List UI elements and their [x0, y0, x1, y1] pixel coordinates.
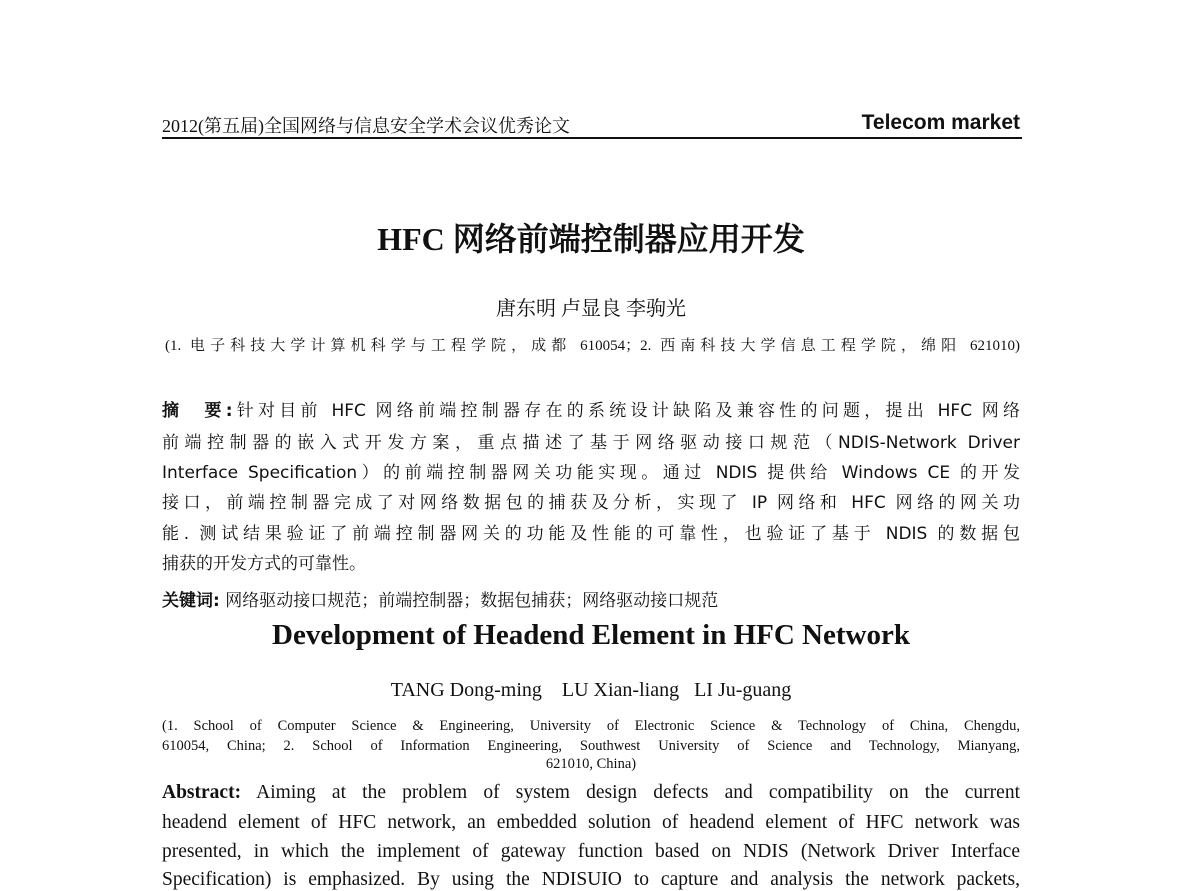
title-english: Development of Headend Element in HFC Network: [272, 619, 910, 651]
affiliation-en-line: 610054, China; 2. School of Information Engineering, Southwest University of Science and Technology, Mianyang,: [162, 738, 1020, 754]
running-header-left: 2012(第五届)全国网络与信息安全学术会议优秀论文: [162, 116, 570, 136]
abstract-cn-line: 前端控制器的嵌入式开发方案，重点描述了基于网络驱动接口规范（NDIS-Network Driver: [162, 433, 1020, 453]
authors-english: TANG Dong-ming LU Xian-liang LI Ju-guang: [390, 679, 792, 701]
abstract-cn-line: [162, 396, 1020, 421]
affiliation-en-line: 621010, China): [545, 756, 637, 772]
abstract-en-line: Specification) is emphasized. By using the NDISUIO to capture and analysis the network packets,: [162, 869, 1020, 890]
affiliation-chinese: (1. 电子科技大学计算机科学与工程学院，成都 610054；2. 西南科技大学信息工程学院，绵阳 621010): [165, 338, 1020, 354]
header-rule: [162, 137, 1022, 139]
abstract-en-line: headend element of HFC network, an embedded solution of headend element of HFC network was: [162, 812, 1020, 833]
abstract-en-line: [162, 782, 1020, 804]
affiliation-en-line: (1. School of Computer Science & Engineering, University of Electronic Science & Technology of China, Chengdu,: [162, 718, 1020, 734]
abstract-en-line: presented, in which the implement of gateway function based on NDIS (Network Driver Interface: [162, 841, 1020, 862]
running-header-right: Telecom market: [861, 111, 1020, 134]
abstract-en-text: Aiming at the problem of system design defects and compatibility on the current: [241, 782, 1020, 803]
keywords-cn-text: 网络驱动接口规范；前端控制器；数据包捕获；网络驱动接口规范: [219, 591, 719, 611]
abstract-cn-label: 摘 要:: [162, 401, 233, 421]
abstract-cn-line: 能. 测试结果验证了前端控制器网关的功能及性能的可靠性，也验证了基于 NDIS 的数据包: [162, 524, 1020, 544]
authors-chinese: 唐东明 卢显良 李驹光: [496, 298, 686, 320]
abstract-en-label: Abstract:: [162, 782, 242, 803]
keywords-cn-label: 关键词:: [162, 591, 220, 611]
abstract-cn-line: 接口，前端控制器完成了对网络数据包的捕获及分析，实现了 IP 网络和 HFC 网络的网关功: [162, 493, 1020, 513]
abstract-cn-line: Interface Specification）的前端控制器网关功能实现。通过 NDIS 提供给 Windows CE 的开发: [162, 463, 1020, 483]
keywords-cn: [162, 586, 718, 611]
title-chinese: HFC 网络前端控制器应用开发: [377, 221, 805, 257]
abstract-cn-text: 针对目前 HFC 网络前端控制器存在的系统设计缺陷及兼容性的问题，提出 HFC 网络: [232, 401, 1020, 421]
abstract-cn-line: 捕获的开发方式的可靠性。: [162, 554, 366, 574]
